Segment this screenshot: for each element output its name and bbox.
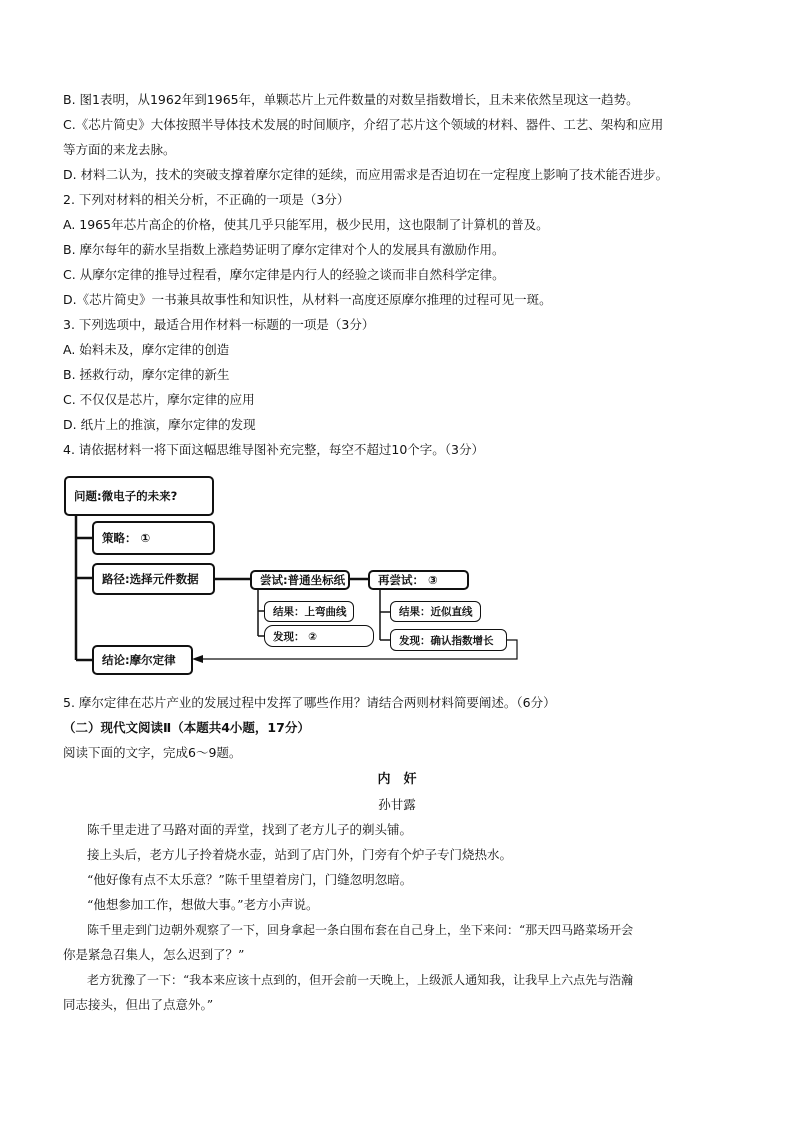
- conclusion-box: 结论:摩尔定律: [92, 645, 193, 675]
- paragraph-2: 接上头后，老方儿子拎着烧水壶，站到了店门外，门旁有个炉子专门烧热水。: [87, 847, 513, 862]
- q3-option-a: A. 始料未及，摩尔定律的创造: [63, 342, 230, 357]
- option-c-line-cont: 等方面的来龙去脉。: [63, 142, 176, 157]
- section-heading: （二）现代文阅读Ⅱ（本题共4小题，17分）: [63, 720, 310, 735]
- paragraph-4: “他想参加工作，想做大事。”老方小声说。: [87, 897, 319, 912]
- question-5: 5. 摩尔定律在芯片产业的发展过程中发挥了哪些作用？请结合两则材料简要阐述。（6分）: [63, 695, 556, 710]
- finding-blank-box: 发现： ②: [264, 625, 374, 647]
- paragraph-1: 陈千里走进了马路对面的弄堂，找到了老方儿子的剃头铺。: [87, 822, 413, 837]
- paragraph-6: 老方犹豫了一下：“我本来应该十点到的，但开会前一天晚上，上级派人通知我，让我早上六点先与浩瀚: [87, 973, 634, 987]
- option-c-line: C.《芯片简史》大体按照半导体技术发展的时间顺序，介绍了芯片这个领域的材料、器件、工艺、架构和应用: [63, 117, 664, 132]
- q3-option-c: C. 不仅仅是芯片，摩尔定律的应用: [63, 392, 255, 407]
- story-author: 孙甘露: [378, 797, 416, 812]
- story-title: 内 奸: [377, 772, 417, 787]
- paragraph-5: 陈千里走到门边朝外观察了一下，回身拿起一条白围布套在自己身上，坐下来问：“那天四马路菜场开会: [87, 923, 634, 937]
- retry-box: 再尝试： ③: [368, 570, 469, 590]
- question-box: 问题:微电子的未来?: [64, 476, 214, 516]
- paragraph-6-cont: 同志接头，但出了点意外。”: [63, 997, 214, 1012]
- result-line-box: 结果：近似直线: [390, 601, 481, 622]
- q2-option-a: A. 1965年芯片高企的价格，使其几乎只能军用，极少民用，这也限制了计算机的普及。: [63, 217, 549, 232]
- strategy-box: 策略： ①: [92, 521, 215, 555]
- q2-option-c: C. 从摩尔定律的推导过程看，摩尔定律是内行人的经验之谈而非自然科学定律。: [63, 267, 505, 282]
- question-3: 3. 下列选项中，最适合用作材料一标题的一项是（3分）: [63, 317, 375, 332]
- path-box: 路径:选择元件数据: [92, 563, 215, 595]
- finding-exponential-box: 发现：确认指数增长: [390, 629, 507, 651]
- q2-option-b: B. 摩尔每年的薪水呈指数上涨趋势证明了摩尔定律对个人的发展具有激励作用。: [63, 242, 505, 257]
- option-b-line: B. 图1表明，从1962年到1965年，单颗芯片上元件数量的对数呈指数增长，且未来依然呈现这一趋势。: [63, 92, 639, 107]
- paragraph-3: “他好像有点不太乐意？”陈千里望着房门，门缝忽明忽暗。: [87, 872, 413, 887]
- q2-option-d: D.《芯片简史》一书兼具故事性和知识性，从材料一高度还原摩尔推理的过程可见一斑。: [63, 292, 552, 307]
- paragraph-5-cont: 你是紧急召集人，怎么迟到了？”: [63, 947, 245, 962]
- reading-instruction: 阅读下面的文字，完成6～9题。: [63, 745, 242, 760]
- q3-option-b: B. 拯救行动，摩尔定律的新生: [63, 367, 230, 382]
- question-2: 2. 下列对材料的相关分析，不正确的一项是（3分）: [63, 192, 350, 207]
- option-d-line: D. 材料二认为，技术的突破支撑着摩尔定律的延续，而应用需求是否迫切在一定程度上影响了技术能否进步。: [63, 167, 669, 182]
- result-curve-box: 结果：上弯曲线: [264, 601, 354, 622]
- q3-option-d: D. 纸片上的推演，摩尔定律的发现: [63, 417, 256, 432]
- question-4: 4. 请依据材料一将下面这幅思维导图补充完整，每空不超过10个字。（3分）: [63, 442, 485, 457]
- try-box: 尝试:普通坐标纸: [250, 570, 350, 590]
